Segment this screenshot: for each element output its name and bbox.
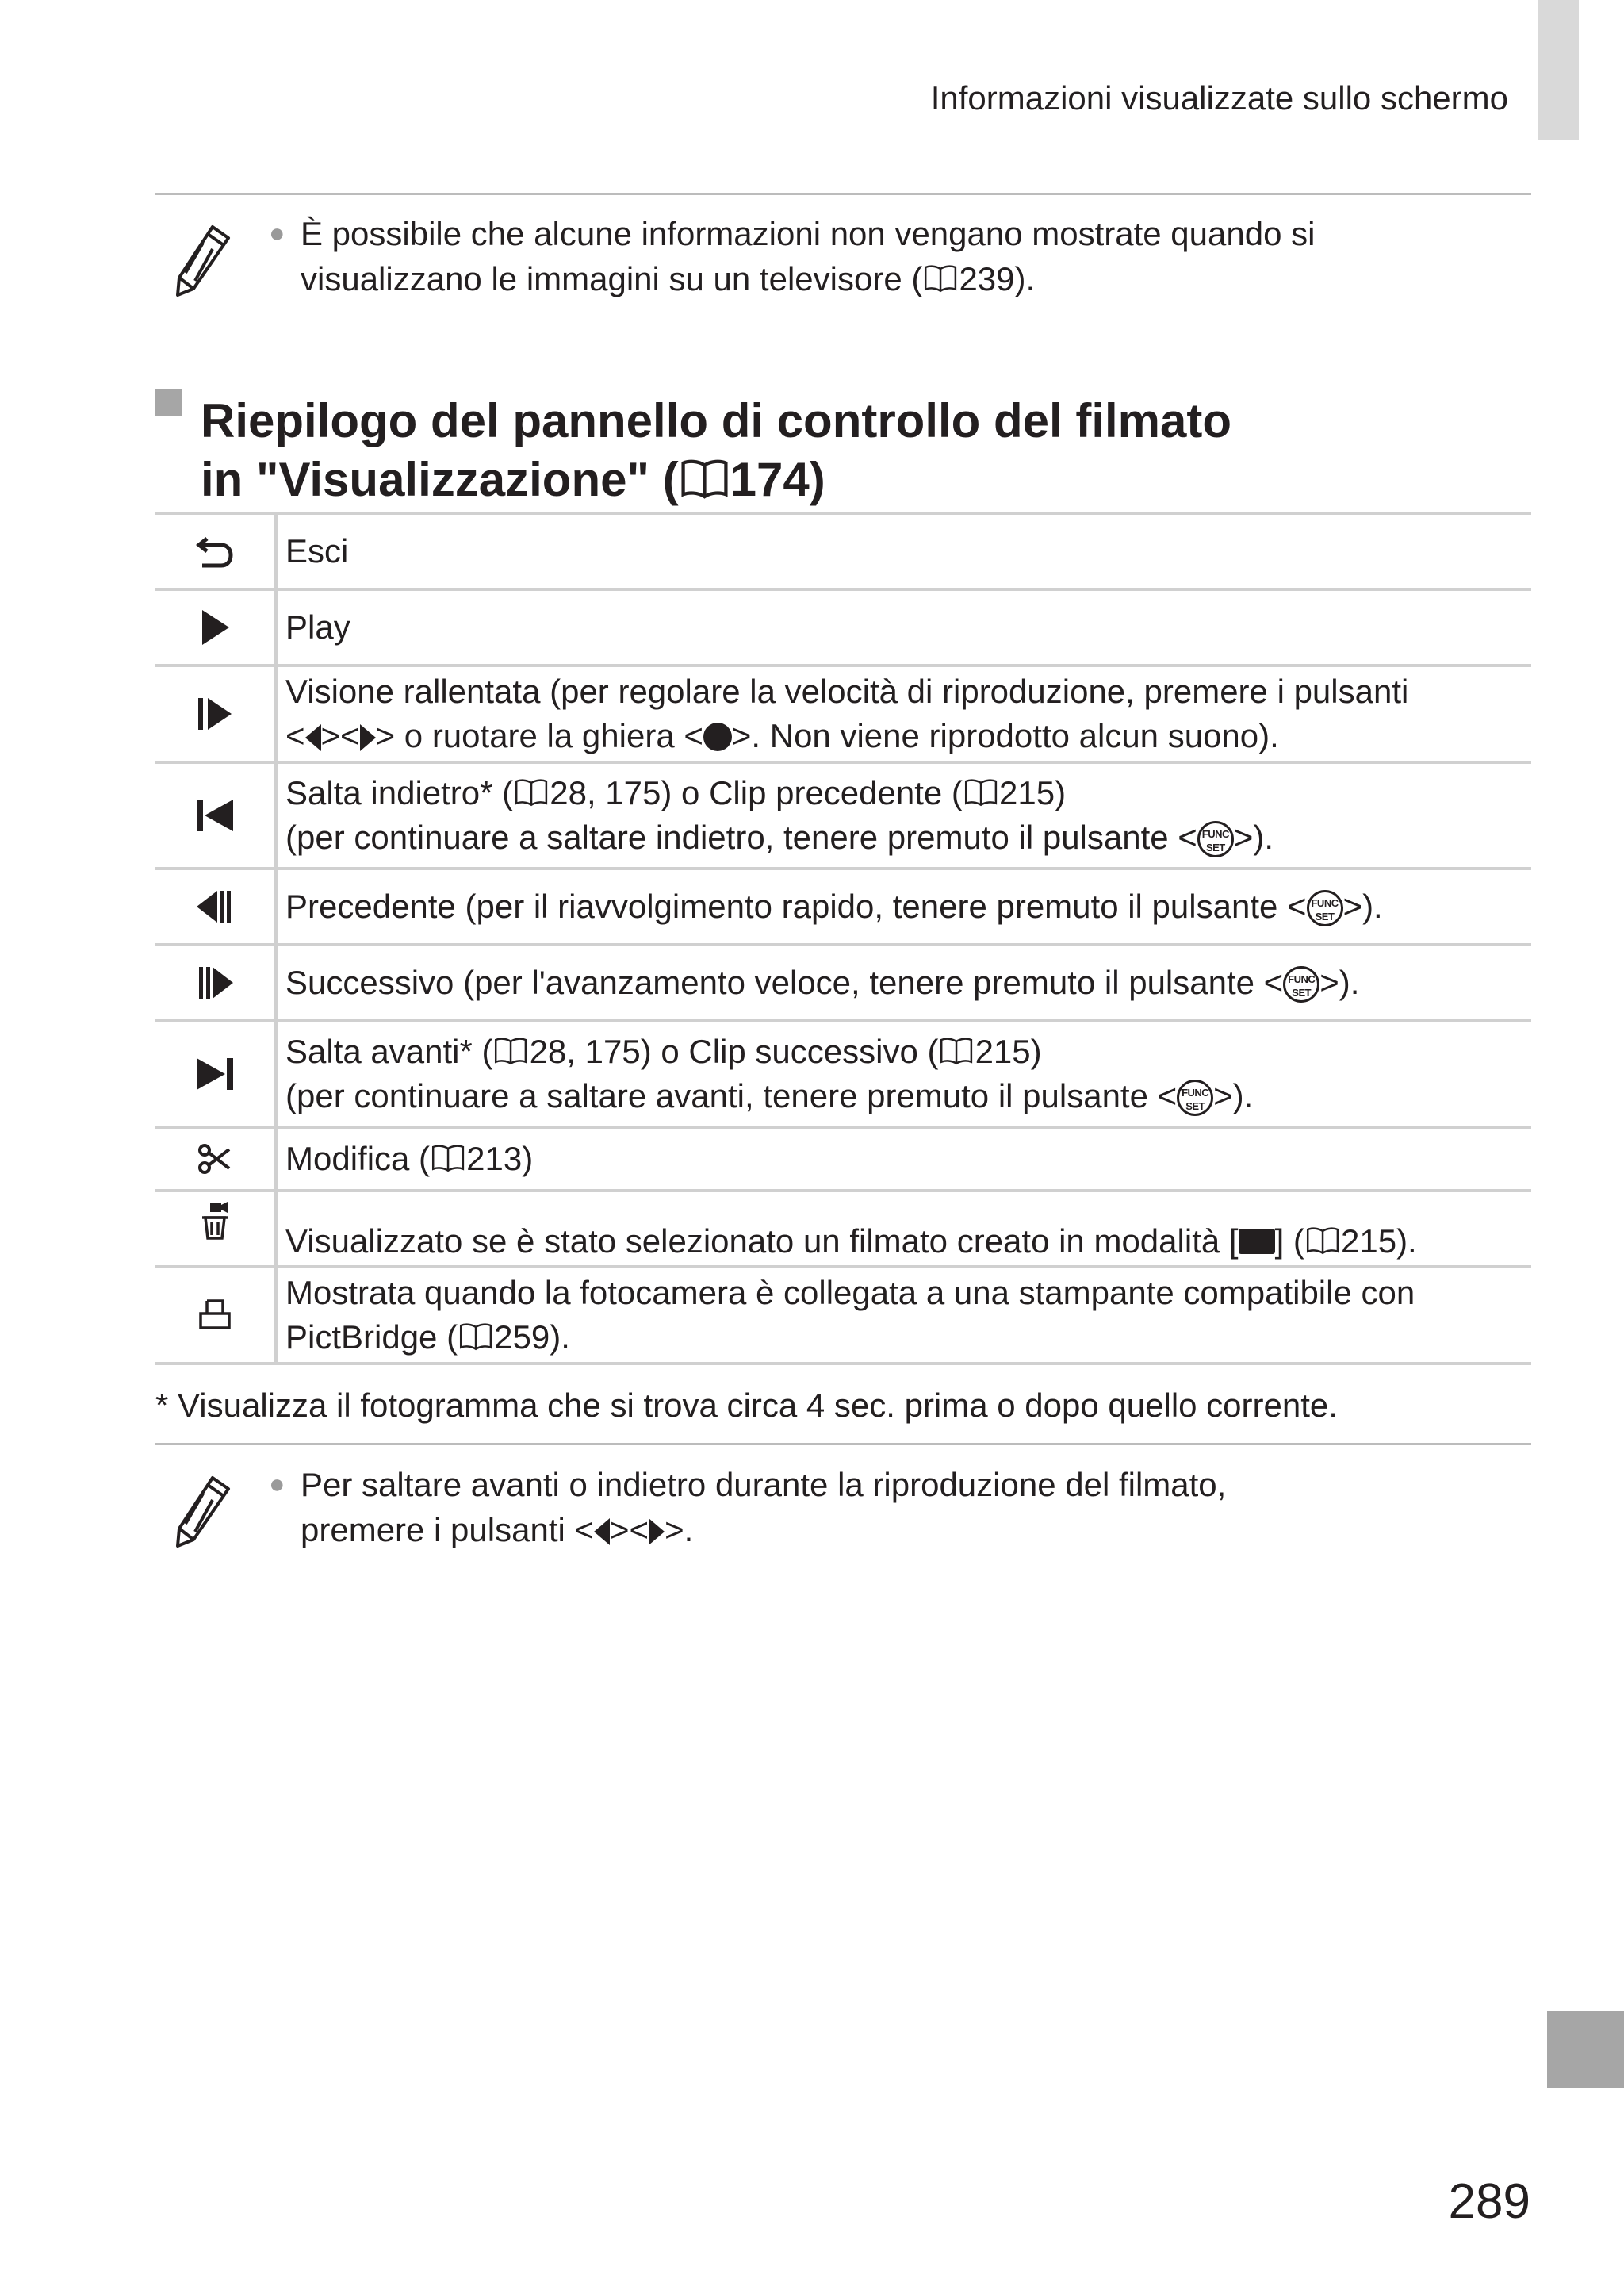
left-button-icon: [594, 1518, 610, 1545]
book-reference-icon: [493, 1037, 528, 1065]
exit-icon: [196, 534, 234, 569]
table-row: [155, 762, 1531, 869]
table-row: [155, 869, 1531, 945]
book-reference-icon: [1305, 1226, 1340, 1255]
previous-frame-icon: [195, 888, 235, 926]
footnote: * Visualizza il fotogramma che si trova circa 4 sec. prima o dopo quello corrente.: [155, 1387, 1338, 1424]
right-button-icon: [649, 1518, 665, 1545]
note-2-line-2: premere i pulsanti < >< >.: [301, 1511, 694, 1548]
next-frame-icon: [195, 964, 235, 1002]
slow-motion-icon: [195, 695, 235, 733]
note-1-line-1: È possibile che alcune informazioni non vengano mostrate quando si: [301, 215, 1316, 252]
control-panel-table: [155, 512, 1531, 1365]
note-1-line-2: visualizzano le immagini su un televisore ( 239).: [301, 260, 1036, 297]
book-reference-icon: [514, 778, 549, 807]
table-row: [155, 513, 1531, 589]
table-row: [155, 945, 1531, 1021]
table-row: [155, 1021, 1531, 1127]
movie-digest-mode-icon: [1239, 1229, 1275, 1254]
running-header: Informazioni visualizzate sullo schermo: [930, 79, 1508, 117]
skip-backward-icon: [193, 796, 236, 834]
note-2: [269, 1462, 1227, 1552]
section-title: Riepilogo del pannello di controllo del filmato in "Visualizzazione" ( 174): [201, 394, 1232, 506]
note-1: [269, 211, 1316, 301]
table-row: [155, 666, 1531, 762]
book-reference-icon: [963, 778, 998, 807]
section-marker: [155, 389, 182, 416]
book-reference-icon: [680, 458, 730, 499]
left-button-icon: [305, 724, 321, 751]
page-number: 289: [1448, 2174, 1530, 2229]
print-icon: [197, 1298, 232, 1333]
func-set-button-icon: FUNC SET: [1177, 1080, 1213, 1116]
footnote-rule: [155, 1443, 1531, 1445]
row-text: Mostrata quando la fotocamera è collegata a una stampante compatibile con PictBridge ( 259).: [276, 1267, 1531, 1364]
row-text: Salta indietro* ( 28, 175) o Clip precedente ( 215) (per continuare a saltare indietro, tenere premuto il pulsante < FUNC SET >).: [276, 762, 1531, 869]
row-text: Visualizzato se è stato selezionato un filmato creato in modalità [ ] ( 215).: [276, 1191, 1531, 1267]
func-set-button-icon: FUNC SET: [1197, 821, 1234, 857]
right-button-icon: [360, 724, 376, 751]
control-dial-icon: [703, 723, 732, 751]
row-text: Visione rallentata (per regolare la velocità di riproduzione, premere i pulsanti < >< > o ruotare la ghiera < >. Non viene riprodotto alcun suono).: [276, 666, 1531, 762]
pencil-note-icon: [171, 221, 235, 300]
scissors-icon: [197, 1141, 232, 1176]
chapter-tab-side: [1547, 2011, 1624, 2088]
book-reference-icon: [923, 264, 958, 293]
book-reference-icon: [431, 1144, 465, 1172]
table-row: [155, 1191, 1531, 1267]
func-set-button-icon: FUNC SET: [1307, 890, 1343, 926]
chapter-tab-top: [1538, 0, 1579, 140]
book-reference-icon: [939, 1037, 974, 1065]
note-2-line-1: Per saltare avanti o indietro durante la riproduzione del filmato,: [301, 1466, 1227, 1503]
bullet-icon: ●: [269, 218, 285, 248]
pencil-note-icon: [171, 1471, 235, 1551]
bullet-icon: ●: [269, 1469, 285, 1499]
row-text: Esci: [276, 513, 1531, 589]
movie-digest-delete-icon: [199, 1200, 231, 1241]
row-text: Precedente (per il riavvolgimento rapido, tenere premuto il pulsante < FUNC SET >).: [276, 869, 1531, 945]
table-row: [155, 1127, 1531, 1191]
book-reference-icon: [458, 1322, 493, 1351]
row-text: Play: [276, 589, 1531, 666]
row-text: Successivo (per l'avanzamento veloce, tenere premuto il pulsante < FUNC SET >).: [276, 945, 1531, 1021]
table-row: [155, 589, 1531, 666]
row-text: Modifica ( 213): [276, 1127, 1531, 1191]
func-set-button-icon: FUNC SET: [1283, 966, 1320, 1003]
skip-forward-icon: [193, 1055, 236, 1093]
play-icon: [199, 608, 231, 646]
row-text: Salta avanti* ( 28, 175) o Clip successivo ( 215) (per continuare a saltare avanti, tenere premuto il pulsante < FUNC SET >).: [276, 1021, 1531, 1127]
header-rule: [155, 193, 1531, 195]
table-row: [155, 1267, 1531, 1364]
